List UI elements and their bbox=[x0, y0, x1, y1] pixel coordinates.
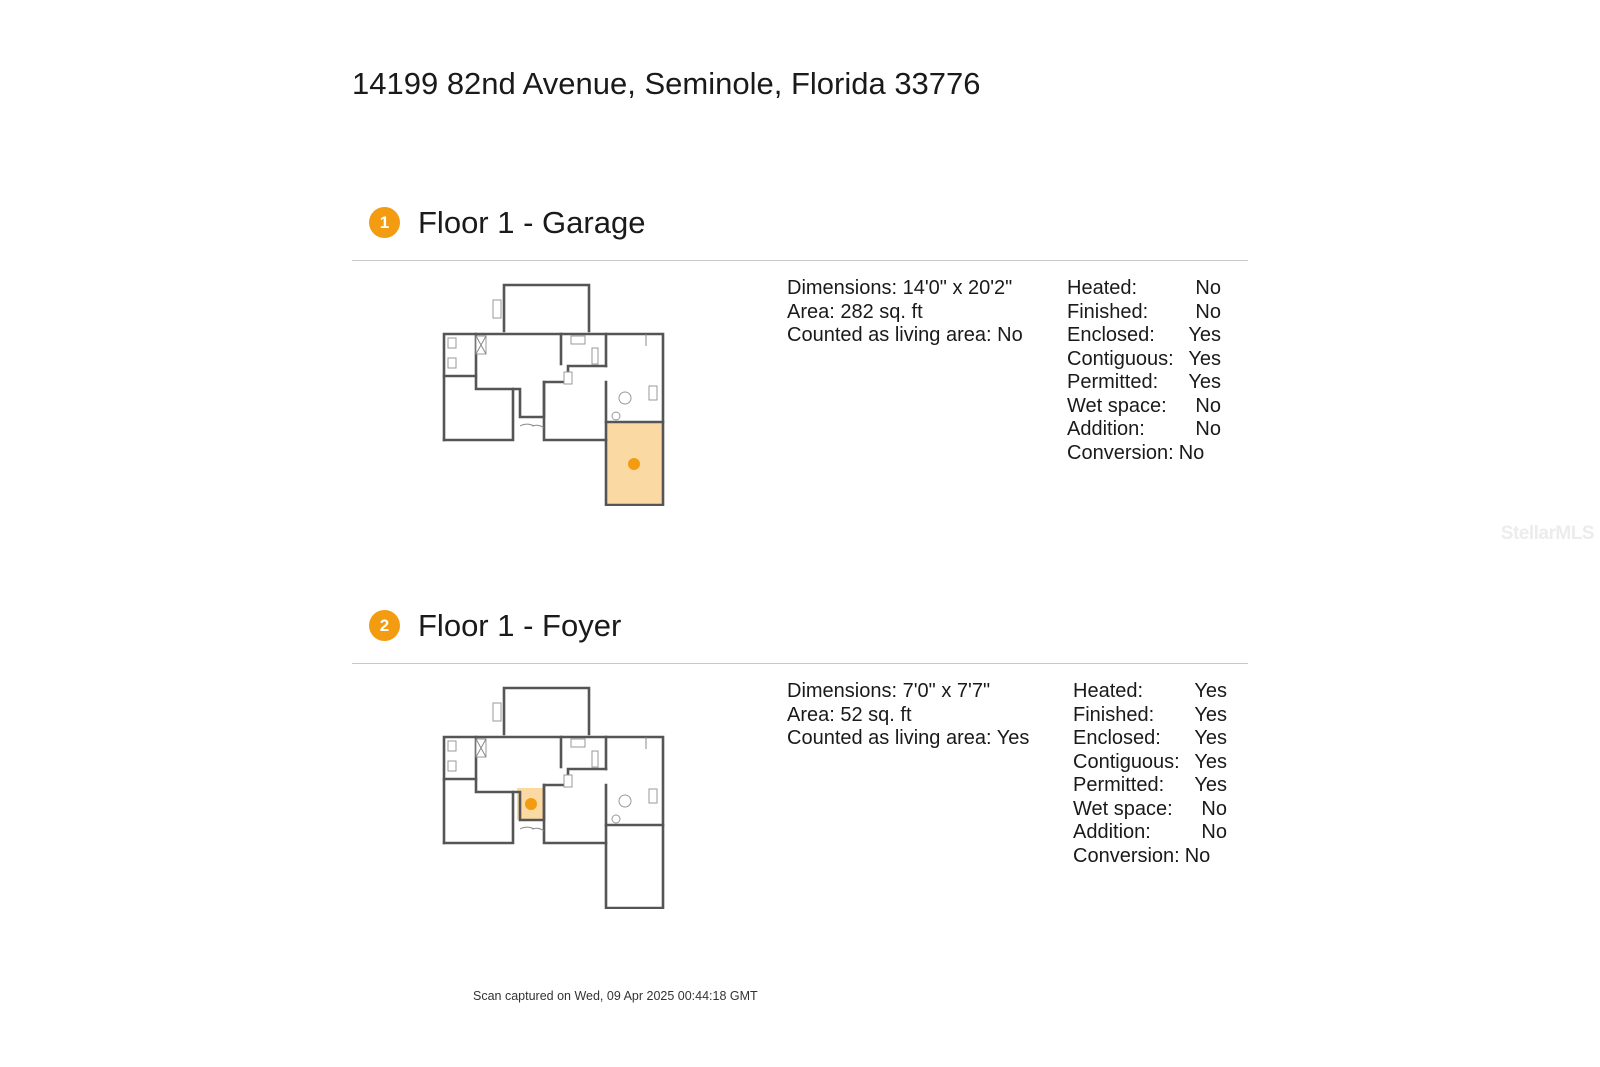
property-value: Yes bbox=[1194, 774, 1227, 796]
room-title: Floor 1 - Foyer bbox=[418, 608, 622, 643]
property-label: Wet space: bbox=[1073, 797, 1173, 820]
room-number-badge: 1 bbox=[369, 207, 400, 238]
property-row bbox=[1067, 371, 1221, 395]
property-row bbox=[1073, 845, 1227, 869]
property-value: Yes bbox=[1194, 750, 1227, 773]
room-area: Area: 282 sq. ft bbox=[787, 300, 923, 323]
property-label: Heated: bbox=[1073, 680, 1144, 702]
property-row bbox=[1073, 704, 1227, 728]
room-marker-1 bbox=[628, 458, 640, 470]
room-dimensions: Dimensions: 7'0" x 7'7" bbox=[787, 680, 991, 702]
property-value: Yes bbox=[1188, 347, 1221, 370]
room-area: Area: 52 sq. ft bbox=[787, 703, 912, 726]
property-row bbox=[1067, 277, 1221, 301]
property-label: Heated: bbox=[1067, 277, 1138, 299]
property-value: Yes bbox=[1194, 703, 1227, 726]
property-row bbox=[1067, 324, 1221, 348]
property-label: Contiguous: bbox=[1073, 750, 1180, 773]
property-row bbox=[1073, 727, 1227, 751]
property-row bbox=[1073, 774, 1227, 798]
property-label: Finished: bbox=[1067, 300, 1149, 323]
property-value: No bbox=[1195, 394, 1221, 417]
property-label: Finished: bbox=[1073, 703, 1155, 726]
property-label: Addition: bbox=[1073, 821, 1151, 843]
property-label: Enclosed: bbox=[1067, 324, 1155, 346]
property-label: Conversion: bbox=[1073, 844, 1180, 867]
property-value: No bbox=[1178, 441, 1205, 464]
floor-plan-foyer bbox=[442, 679, 672, 909]
property-value: Yes bbox=[1194, 727, 1227, 749]
property-row bbox=[1067, 418, 1221, 442]
room-section-foyer bbox=[352, 603, 1248, 933]
room-section-garage bbox=[352, 200, 1248, 530]
room-info bbox=[787, 277, 1023, 348]
floor-plan-fixtures bbox=[448, 300, 657, 428]
property-value: No bbox=[1184, 844, 1211, 867]
property-value: Yes bbox=[1188, 371, 1221, 393]
room-info bbox=[787, 680, 1029, 751]
floor-plan-fixtures bbox=[448, 703, 657, 831]
property-value: No bbox=[1201, 821, 1227, 843]
room-number-badge: 2 bbox=[369, 610, 400, 641]
property-row bbox=[1073, 751, 1227, 775]
property-row bbox=[1073, 798, 1227, 822]
property-label: Conversion: bbox=[1067, 441, 1174, 464]
watermark-logo: StellarMLS bbox=[1500, 523, 1594, 544]
property-label: Contiguous: bbox=[1067, 347, 1174, 370]
room-living-area: Counted as living area: No bbox=[787, 324, 1023, 346]
property-value: No bbox=[1195, 300, 1221, 323]
section-divider bbox=[352, 260, 1248, 261]
section-divider bbox=[352, 663, 1248, 664]
property-value: No bbox=[1201, 797, 1227, 820]
property-value: No bbox=[1195, 418, 1221, 440]
scan-timestamp: Scan captured on Wed, 09 Apr 2025 00:44:18 GMT bbox=[473, 989, 758, 1003]
room-living-area: Counted as living area: Yes bbox=[787, 727, 1030, 749]
room-dimensions: Dimensions: 14'0" x 20'2" bbox=[787, 277, 1013, 299]
property-label: Permitted: bbox=[1067, 371, 1159, 393]
property-row bbox=[1073, 680, 1227, 704]
floor-plan-garage bbox=[442, 276, 672, 506]
property-label: Wet space: bbox=[1067, 394, 1167, 417]
property-row bbox=[1067, 348, 1221, 372]
property-label: Permitted: bbox=[1073, 774, 1165, 796]
room-properties bbox=[1067, 277, 1221, 465]
property-row bbox=[1067, 395, 1221, 419]
property-value: Yes bbox=[1194, 680, 1227, 702]
room-marker-2 bbox=[525, 798, 537, 810]
room-title: Floor 1 - Garage bbox=[418, 205, 646, 240]
property-label: Addition: bbox=[1067, 418, 1145, 440]
property-row bbox=[1067, 442, 1221, 466]
property-row bbox=[1067, 301, 1221, 325]
room-properties bbox=[1073, 680, 1227, 868]
property-row bbox=[1073, 821, 1227, 845]
property-label: Enclosed: bbox=[1073, 727, 1161, 749]
property-value: No bbox=[1195, 277, 1221, 299]
property-value: Yes bbox=[1188, 324, 1221, 346]
property-address: 14199 82nd Avenue, Seminole, Florida 33776 bbox=[352, 66, 981, 101]
